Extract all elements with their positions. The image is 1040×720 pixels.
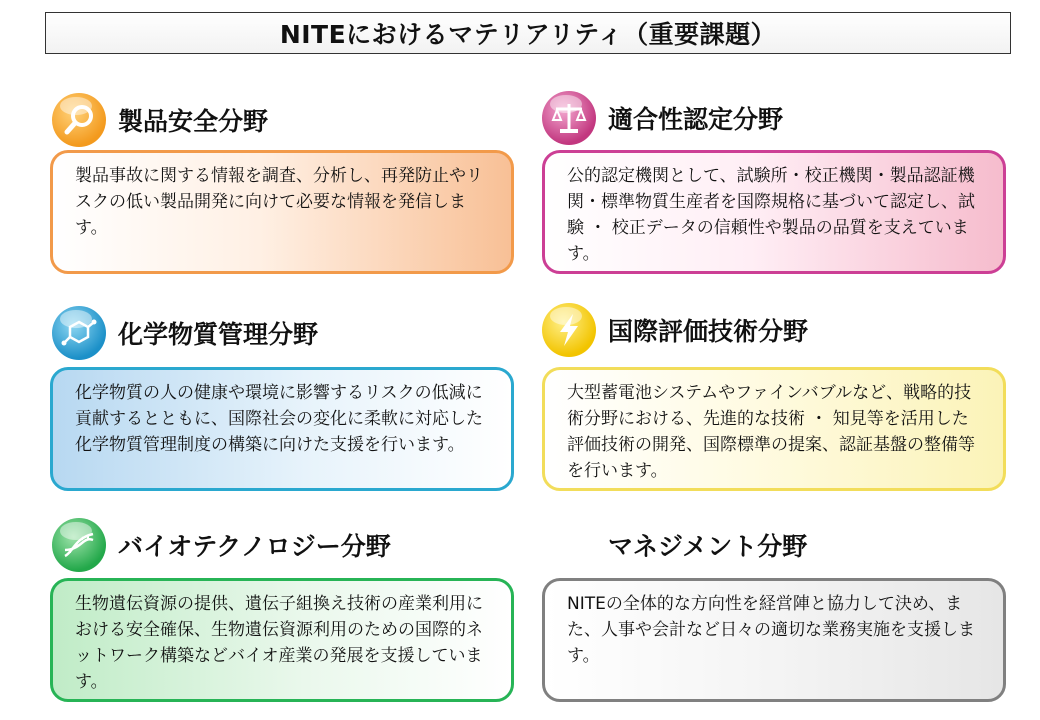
section-title: 製品安全分野 — [118, 107, 269, 136]
section-card-biotech — [50, 578, 514, 702]
section-description: 生物遺伝資源の提供、遺伝子組換え技術の産業利用における安全確保、生物遺伝資源利用のための国際的ネットワーク構築などバイオ産業の発展を支援しています。 — [75, 594, 483, 692]
section-card-accreditation — [542, 150, 1006, 274]
section-description: 化学物質の人の健康や環境に影響するリスクの低減に貢献するとともに、国際社会の変化に柔軟に対応した化学物質管理制度の構築に向けた支援を行います。 — [75, 383, 483, 455]
magnifier-icon — [52, 93, 106, 147]
section-description: 大型蓄電池システムやファインバブルなど、戦略的技術分野における、先進的な技術 ・ 知見等を活用した評価技術の開発、国際標準の提案、認証基盤の整備等を行います。 — [567, 383, 975, 481]
dna-icon — [52, 518, 106, 572]
section-heading-accreditation — [542, 90, 783, 146]
section-heading-evaluation-tech — [542, 302, 808, 358]
section-description: 公的認定機関として、試験所・校正機関・製品認証機関・標準物質生産者を国際規格に基づいて認定し、試験 ・ 校正データの信頼性や製品の品質を支えています。 — [567, 166, 975, 264]
section-card-chemical — [50, 367, 514, 491]
section-title: 化学物質管理分野 — [118, 320, 319, 349]
section-heading-product-safety — [52, 92, 268, 148]
section-heading-management — [608, 517, 807, 573]
section-title: 国際評価技術分野 — [608, 317, 809, 346]
scales-icon — [542, 91, 596, 145]
section-card-evaluation-tech — [542, 367, 1006, 491]
page-title: NITEにおけるマテリアリティ（重要課題） — [45, 12, 1011, 54]
section-description: NITEの全体的な方向性を経営陣と協力して決め、また、人事や会計など日々の適切な業務実施を支援します。 — [567, 594, 975, 666]
section-title: マネジメント分野 — [608, 532, 808, 561]
section-card-product-safety — [50, 150, 514, 274]
section-heading-chemical — [52, 305, 318, 361]
section-description: 製品事故に関する情報を調査、分析し、再発防止やリスクの低い製品開発に向けて必要な情報を発信します。 — [75, 166, 483, 238]
molecule-icon — [52, 306, 106, 360]
section-heading-biotech — [52, 517, 391, 573]
section-card-management — [542, 578, 1006, 702]
section-title: バイオテクノロジー分野 — [118, 532, 391, 561]
section-title: 適合性認定分野 — [608, 105, 784, 134]
lightning-icon — [542, 303, 596, 357]
